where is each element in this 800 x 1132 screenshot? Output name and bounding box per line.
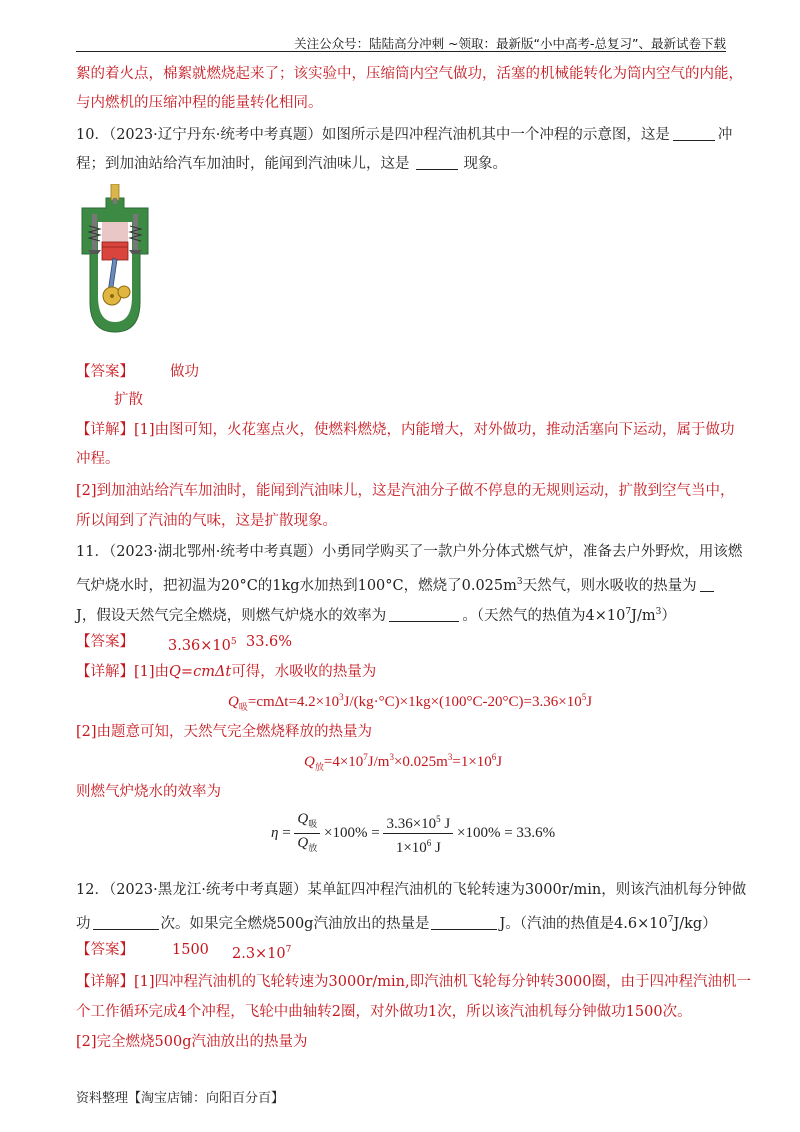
q12-blank-1[interactable] bbox=[93, 914, 159, 930]
q12-answer-2: $2.3\times 10^7$ bbox=[232, 945, 292, 962]
q11-stem-line-3: J，假设天然气完全燃烧，则燃气炉烧水的效率为 。（天然气的热值为$4\times 10^7J/m^3$） bbox=[76, 607, 676, 624]
q12-answer-label: 【答案】 bbox=[76, 942, 134, 958]
q11-answer-2: 33.6% bbox=[246, 634, 293, 650]
q10-answer-1: 做功 bbox=[170, 364, 199, 380]
q11-efficiency-equation: η = $\frac{Q_吸}{Q_放}$ ×100% = $\frac{3.36\times 10^5 J}{1\times 10^6 J}$ ×100% = 33.6% bbox=[271, 811, 556, 856]
q10-stem-line-1: 10．（2023·辽宁丹东·统考中考真题）如图所示是四冲程汽油机其中一个冲程的示意图，这是 冲 bbox=[76, 127, 733, 143]
efficiency-fraction-2: $\frac{3.36\times 10^5 J}{1\times 10^6 J}$ bbox=[383, 810, 453, 857]
q12-blank-2[interactable] bbox=[431, 914, 497, 930]
efficiency-fraction-1: $\frac{Q_吸}{Q_放}$ bbox=[294, 810, 320, 857]
q10-detail-line-3: [2]到加油站给汽车加油时，能闻到汽油味儿，这是汽油分子做不停息的无规则运动，扩散到空气当中， bbox=[76, 483, 735, 499]
engine-diagram bbox=[78, 184, 152, 334]
q10-blank-1[interactable] bbox=[673, 125, 715, 141]
intro-line-1: 絮的着火点，棉絮就燃烧起来了；该实验中，压缩筒内空气做功，活塞的机械能转化为筒内空气的内能， bbox=[76, 66, 743, 82]
q10-blank-2[interactable] bbox=[416, 154, 458, 170]
q12-detail-line-3: [2]完全燃烧500g汽油放出的热量为 bbox=[76, 1034, 308, 1050]
q10-stem-line-2: 程；到加油站给汽车加油时，能闻到汽油味儿，这是 现象。 bbox=[76, 156, 507, 172]
page-footer: 资料整理【淘宝店铺：向阳百分百】 bbox=[76, 1091, 285, 1106]
q12-detail-line-1: 【详解】[1]四冲程汽油机的飞轮转速为3000r/min,即汽油机飞轮每分钟转3000圈，由于四冲程汽油机一 bbox=[76, 974, 751, 990]
q10-detail-line-1: 【详解】[1]由图可知，火花塞点火，使燃料燃烧，内能增大，对外做功，推动活塞向下运动，属于做功 bbox=[76, 422, 735, 438]
q10-answer-2: 扩散 bbox=[114, 392, 143, 408]
q11-detail-line-1: 【详解】[1]由Q=cmΔt可得，水吸收的热量为 bbox=[76, 664, 377, 680]
q11-blank-2[interactable] bbox=[389, 606, 459, 622]
q12-stem-line-2: 功 次。如果完全燃烧500g汽油放出的热量是 J。（汽油的热值是$4.6\times 10^7J/kg$） bbox=[76, 915, 717, 932]
q11-answer-1: $3.36\times 10^5$ bbox=[168, 637, 237, 654]
header-rule bbox=[76, 51, 726, 52]
q11-stem-line-1: 11．（2023·湖北鄂州·统考中考真题）小勇同学购买了一款户外分体式燃气炉，准备去户外野炊，用该燃 bbox=[76, 544, 743, 560]
q10-detail-line-4: 所以闻到了汽油的气味，这是扩散现象。 bbox=[76, 513, 337, 529]
page-header: 关注公众号：陆陆高分冲刺 ~领取：最新版“小中高考-总复习”、最新试卷下载 bbox=[294, 36, 726, 51]
q12-stem-line-1: 12．（2023·黑龙江·统考中考真题）某单缸四冲程汽油机的飞轮转速为3000r/min，则该汽油机每分钟做 bbox=[76, 882, 747, 898]
q11-detail-line-3: 则燃气炉烧水的效率为 bbox=[76, 784, 221, 800]
q12-detail-line-2: 个工作循环完成4个冲程，飞轮中曲轴转2圈，对外做功1次，所以该汽油机每分钟做功1500次。 bbox=[76, 1004, 692, 1020]
q11-blank-1[interactable] bbox=[700, 576, 714, 592]
intro-line-2: 与内燃机的压缩冲程的能量转化相同。 bbox=[76, 95, 323, 111]
spark-plug bbox=[111, 184, 119, 200]
q11-stem-line-2: 气炉烧水时，把初温为20°C的1kg水加热到100°C，燃烧了$0.025m^3$天然气，则水吸收的热量为 bbox=[76, 572, 714, 596]
q11-answer-label: 【答案】 bbox=[76, 634, 134, 650]
q10-detail-line-2: 冲程。 bbox=[76, 451, 120, 467]
piston bbox=[102, 242, 128, 260]
q11-detail-line-2: [2]由题意可知，天然气完全燃烧释放的热量为 bbox=[76, 724, 373, 740]
q11-equation-2: $Q_放=4\times 10^7J/m^3\times 0.025m^3=1\times 10^6J$ bbox=[304, 752, 503, 772]
q10-answer-label: 【答案】 bbox=[76, 364, 134, 380]
q12-answer-1: 1500 bbox=[172, 942, 209, 958]
q11-equation-1: $Q_吸=cm\Delta t=4.2\times 10^3J/(kg\cdot^\circ C)\times 1kg\times(100^\circ C-20^\circ C)=3.36\times 10^5J$ bbox=[228, 692, 593, 712]
